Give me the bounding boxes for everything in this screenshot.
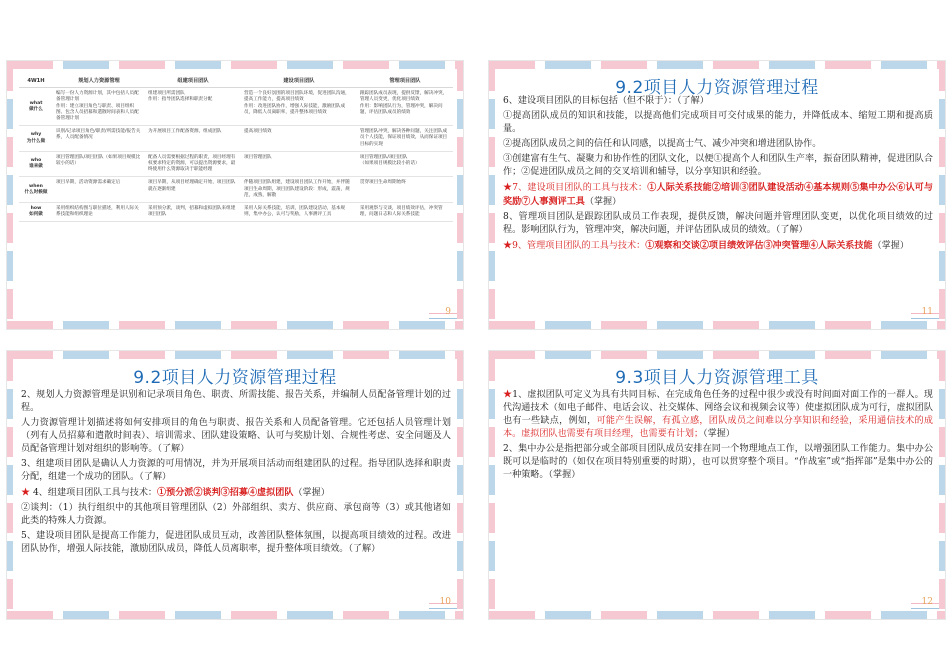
table-cell: 伴随项目团队组建，建设项目团队工作开始，并伴随项目生命周期，项目团队建设阶段：形成，震荡，规范，成熟，解散: [241, 177, 357, 203]
table-row: [19, 203, 453, 222]
text-span: （掌握）: [584, 197, 622, 207]
table-cell: 提高项目绩效: [241, 126, 357, 152]
decorative-stripe-left: [489, 61, 495, 329]
table-row: [19, 151, 453, 177]
table-header-cell: 4W1H: [19, 75, 53, 88]
table-cell: 项目管理团队: [241, 151, 357, 177]
text-span: 4、组建项目团队工具与技术：: [30, 488, 158, 498]
decorative-stripe-left: [7, 61, 13, 329]
table-cell: 编写一份人力资源计划，其中包括人员配备管理计划 作用：建立项目角色与职责、项目组织图、包含人员招募和遣散时间表和人员配备管理计划: [53, 88, 145, 126]
row-header-label: who: [30, 157, 42, 163]
paragraph-key-point: [503, 181, 933, 209]
table-header-cell: 管理项目团队: [357, 75, 453, 88]
decorative-stripe-top: [7, 351, 463, 359]
decorative-stripe-top: [7, 61, 463, 69]
decorative-stripe-top: [489, 351, 945, 359]
decorative-stripe-bottom: [7, 611, 463, 619]
star-icon: ★: [503, 390, 513, 400]
star-icon: ★: [21, 488, 31, 498]
table-cell: 跟踪团队成员表现，提供反馈，解决冲突，管理人员变更，优化项目绩效 作用：影响团队行为，管理冲突，解决问题，评估团队成员的绩效: [357, 88, 453, 126]
text-span: 7、建设项目团队的工具与技术：: [512, 183, 648, 193]
decorative-stripe-right: [457, 61, 463, 329]
table-row-header: [19, 88, 53, 126]
decorative-stripe-left: [7, 351, 13, 619]
paragraph: 6、建设项目团队的目标包括（但不限于）：（了解）: [503, 96, 709, 106]
highlight-text: ①预分派②谈判③招募④虚拟团队: [157, 487, 294, 498]
table-cell: 项目早期，从项目经理确定开始，项目团队就在逐渐组建: [145, 177, 241, 203]
decorative-stripe-right: [939, 61, 945, 329]
star-icon: ★: [503, 183, 513, 193]
row-header-label: what: [29, 100, 43, 106]
slide-title: 9.2项目人力资源管理过程: [133, 368, 337, 388]
decorative-stripe-top: [489, 61, 945, 69]
slide-10: [6, 350, 464, 620]
paragraph-key-point: [503, 389, 933, 441]
highlight-text: ①人际关系技能②培训③团队建设活动④基本规则⑤集中办公⑥认可与奖励⑦人事测评工具: [503, 182, 933, 207]
text-span: （掌握）: [703, 429, 735, 439]
paragraph-key-point: [21, 486, 451, 500]
slide-content: [503, 95, 933, 255]
highlight-text: ①观察和交谈②项目绩效评估③冲突管理④人际关系技能: [645, 240, 873, 251]
page-number: 9: [445, 307, 451, 317]
slide-9: [6, 60, 464, 330]
slide-content: [503, 389, 933, 484]
table-row-header: [19, 126, 53, 152]
table-cell: 识别/记录项目角色/职责/所需技能/报告关系，人员配备情况: [53, 126, 145, 152]
table-header-row: [19, 75, 453, 88]
table-row: [19, 88, 453, 126]
table-cell: 项目早期，活动资源需求确定后: [53, 177, 145, 203]
page-number: 10: [439, 597, 451, 607]
text-span: （掌握）: [872, 241, 909, 251]
page-number: 11: [921, 307, 933, 317]
paragraph: 8、管理项目团队是跟踪团队成员工作表现，提供反馈，解决问题并管理团队变更，以优化项目绩效的过程。影响团队行为，管理冲突，解决问题，并评估团队成员的绩效。（了解）: [503, 212, 933, 235]
slide-title: 9.2项目人力资源管理过程: [615, 78, 819, 98]
table-cell: 项目管理团队/项目团队（如果项目规模比较小的话）: [53, 151, 145, 177]
decorative-stripe-right: [939, 351, 945, 619]
table-row: [19, 126, 453, 152]
process-table-wrapper: [19, 75, 453, 222]
row-header-label: 什么时候做: [24, 189, 48, 195]
table-cell: 组建项目所需团队 作用：指导团队选择和职责分配: [145, 88, 241, 126]
row-header-label: when: [29, 183, 43, 189]
slide-title: 9.3项目人力资源管理工具: [615, 368, 819, 388]
corner-decoration: [429, 313, 457, 319]
table-cell: 管理团队冲突，解决各种问题，关注团队成员个人技能，保证项目绩效，从而保证项目目标的实现: [357, 126, 453, 152]
row-header-label: 如何做: [29, 212, 43, 218]
table-cell: 采用人际关系技能，培训，团队建设活动，基本规则，集中办公，认可与奖励，人事测评工具: [241, 203, 357, 222]
table-row: [19, 177, 453, 203]
table-cell: 配备人员需要根据过程的职责，项目经理有权要求特定的资源，可以提出资源要求，最终使用什么资源取决于职能经理: [145, 151, 241, 177]
slide-12: [488, 350, 946, 620]
row-header-label: 为什么做: [26, 138, 46, 144]
row-header-label: 谁来做: [29, 164, 43, 170]
paragraph: ②谈判：（1）执行组织中的其他项目管理团队（2）外部组织、卖方、供应商、承包商等（3）或其他诸如此类的特殊人力资源。: [21, 503, 451, 526]
table-cell: 贯穿项目生命周期始终: [357, 177, 453, 203]
table-header-cell: 规划人力资源管理: [53, 75, 145, 88]
star-icon: ★: [503, 241, 513, 251]
page-number: 12: [921, 597, 933, 607]
decorative-stripe-bottom: [489, 611, 945, 619]
row-header-label: 做什么: [29, 106, 43, 112]
paragraph: 人力资源管理计划描述将如何安排项目的角色与职责、报告关系和人员配备管理。它还包括人员管理计划（列有人员招募和遣散时间表）、培训需求、团队建设策略、认可与奖励计划、合规性考虑、安全问题及人员配备管理计划对组织的影响等。（了解）: [21, 418, 451, 454]
paragraph: ②提高团队成员之间的信任和认同感，以提高士气、减少冲突和增进团队协作。: [503, 139, 822, 149]
table-cell: 为开展项目工作配备资源，组成团队: [145, 126, 241, 152]
paragraph-key-point: [503, 239, 933, 253]
paragraph: ③创建富有生气、凝聚力和协作性的团队文化，以便①提高个人和团队生产率，振奋团队精神，促进团队合作；②促进团队成员之间的交叉培训和辅导，以分享知识和经验。: [503, 154, 933, 177]
paragraph: 5、建设项目团队是提高工作能力，促进团队成员互动，改善团队整体氛围，以提高项目绩效的过程。改进团队协作，增强人际技能，激励团队成员，降低人员离职率，提升整体项目绩效。（了解）: [21, 531, 451, 554]
highlight-text: 可能产生误解，有孤立感，团队成员之间难以分享知识和经验，采用通信技术的成本。虚拟团队也需要有项目经理，也需要有计划；: [503, 416, 933, 439]
process-table: [19, 75, 453, 222]
table-cell: 营造一个良好氛围的项目团队环境，促进团队沟通，提高工作能力，提高项目绩效 作用：改进团队协作，增强人际技能，激励团队成员，降低人员离职率，提升整体项目绩效: [241, 88, 357, 126]
paragraph: 2、集中办公是指把部分或全部项目团队成员安排在同一个物理地点工作，以增强团队工作能力。集中办公既可以是临时的（如仅在项目特别重要的时期），也可以贯穿整个项目。“作战室”或“指挥部”是集中办公的一种策略。（掌握）: [503, 444, 933, 480]
text-span: 9、管理项目团队的工具与技术：: [512, 241, 646, 251]
table-row-header: [19, 151, 53, 177]
table-header-cell: 组建项目团队: [145, 75, 241, 88]
table-row-header: [19, 203, 53, 222]
table-cell: 项目管理团队/项目团队 （如果项目规模比较小的话）: [357, 151, 453, 177]
decorative-stripe-bottom: [7, 321, 463, 329]
row-header-label: how: [30, 206, 42, 212]
row-header-label: why: [30, 132, 42, 138]
paragraph: 3、组建项目团队是确认人力资源的可用情况，并为开展项目活动而组建团队的过程。指导团队选择和职责分配，组建一个成功的团队。（了解）: [21, 459, 451, 482]
table-cell: 采用组织结构图与职位描述，利用人际关系技能和组织理论: [53, 203, 145, 222]
decorative-stripe-bottom: [489, 321, 945, 329]
decorative-stripe-right: [457, 351, 463, 619]
paragraph: 2、规划人力资源管理是识别和记录项目角色、职责、所需技能、报告关系，并编制人员配备管理计划的过程。: [21, 390, 451, 413]
text-span: （掌握）: [293, 488, 330, 498]
paragraph: ①提高团队成员的知识和技能，以提高他们完成项目可交付成果的能力，并降低成本、缩短工期和提高质量。: [503, 111, 933, 134]
table-cell: 采用观察与交谈，项目绩效评估，冲突管理，问题日志和人际关系技能: [357, 203, 453, 222]
table-row-header: [19, 177, 53, 203]
slide-11: [488, 60, 946, 330]
table-cell: 采用预分派，谈判，招募和虚拟团队来组建项目团队: [145, 203, 241, 222]
table-header-cell: 建设项目团队: [241, 75, 357, 88]
text-span: 1、虚拟团队可定义为具有共同目标、在完成角色任务的过程中很少或没有时间面对面工作的一群人。现代沟通技术（如电子邮件、电话会议、社交媒体、网络会议和视频会议等）使虚拟团队成为可行，虚拟团队也有一些缺点，例如，: [503, 390, 933, 426]
slide-content: [21, 389, 451, 558]
decorative-stripe-left: [489, 351, 495, 619]
